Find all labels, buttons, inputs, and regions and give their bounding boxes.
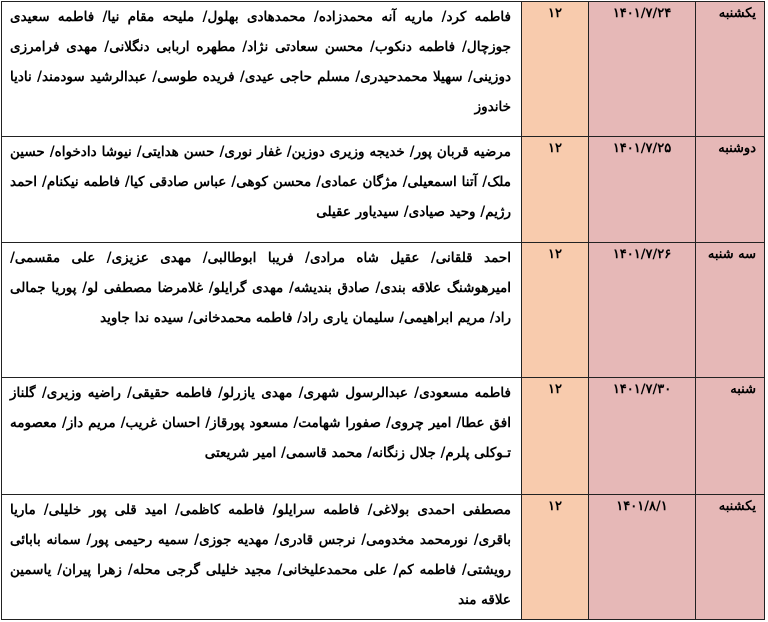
- day-cell: سه شنبه: [696, 243, 765, 378]
- date-cell: ۱۴۰۱/۸/۱: [589, 495, 696, 620]
- names-cell: فاطمه مسعودی/ عبدالرسول شهری/ مهدی یازرلو/ فاطمه حقیقی/ راضیه وزیری/ گلناز افق عطا/ امیر چروی/ صفورا شهامت/ مسعود پورقاز/ احسان غریب/ مریم داز/ معصومه تـوکلی پلرم/ جلال زنگانه/ محمد قاسمی/ امیر شریعتی: [2, 378, 522, 495]
- date-cell: ۱۴۰۱/۷/۳۰: [589, 378, 696, 495]
- count-cell: ۱۲: [522, 137, 589, 243]
- names-cell: مصطفی احمدی بولاغی/ فاطمه سرایلو/ فاطمه کاظمی/ امید قلی پور خلیلی/ ماریا باقری/ نورمحمد مخدومی/ نرجس قادری/ مهدیه جوزی/ سمیه رحیمی پور/ سمانه بابائی رویشتی/ فاطمه کم/ علی محمدعلیخانی/ مجید خلیلی گرجی محله/ زهرا پیران/ یاسمین علاقه مند: [2, 495, 522, 620]
- names-cell: احمد قلقانی/ عقیل شاه مرادی/ فریبا ابوطالبی/ مهدی عزیزی/ علی مقسمی/ امیرهوشنگ علاقه بندی/ صادق بندیشه/ مهدی گرایلو/ غلامرضا مصطفی لو/ پوریا جمالی راد/ مریم ابراهیمی/ سلیمان یاری راد/ فاطمه محمدخانی/ سیده ندا جاوید: [2, 243, 522, 378]
- date-cell: ۱۴۰۱/۷/۲۵: [589, 137, 696, 243]
- date-cell: ۱۴۰۱/۷/۲۶: [589, 243, 696, 378]
- table-row: [2, 378, 765, 495]
- date-cell: ۱۴۰۱/۷/۲۴: [589, 2, 696, 137]
- names-cell: مرضیه قربان پور/ خدیجه وزیری دوزین/ غفار نوری/ حسن هدایتی/ نیوشا دادخواه/ حسین ملک/ آتنا اسمعیلی/ مژگان عمادی/ محسن کوهی/ عباس صادقی کیا/ فاطمه نیکنام/ احمد رژیم/ وحید صیادی/ سیدیاور عقیلی: [2, 137, 522, 243]
- count-cell: ۱۲: [522, 495, 589, 620]
- day-cell: یکشنبه: [696, 2, 765, 137]
- day-cell: دوشنبه: [696, 137, 765, 243]
- day-cell: شنبه: [696, 378, 765, 495]
- table-row: [2, 2, 765, 137]
- count-cell: ۱۲: [522, 2, 589, 137]
- day-cell: یکشنبه: [696, 495, 765, 620]
- table-row: [2, 495, 765, 620]
- table-row: [2, 137, 765, 243]
- schedule-table: [1, 1, 765, 620]
- table-row: [2, 243, 765, 378]
- count-cell: ۱۲: [522, 243, 589, 378]
- names-cell: فاطمه کرد/ ماریه آنه محمدزاده/ محمدهادی بهلول/ ملیحه مقام نیا/ فاطمه سعیدی جوزچال/ فاطمه دنکوب/ محسن سعادتی نژاد/ مطهره اربابی دنگلانی/ مهدی فرامرزی دوزینی/ سهیلا محمدحیدری/ مسلم حاجی عیدی/ فریده طوسی/ عبدالرشید سودمند/ نادیا خاندوز: [2, 2, 522, 137]
- count-cell: ۱۲: [522, 378, 589, 495]
